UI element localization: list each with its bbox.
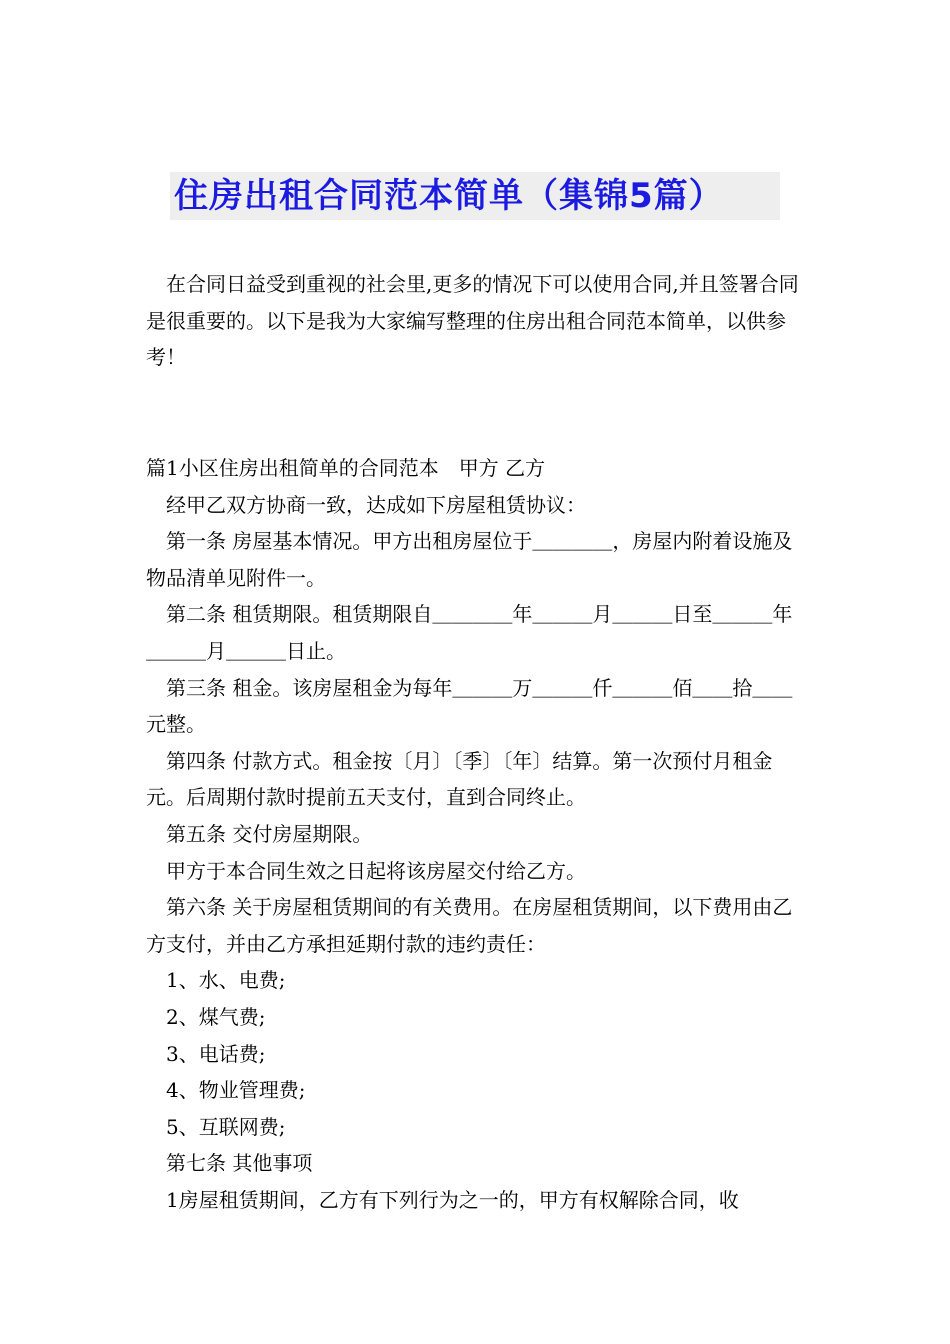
article-1: 第一条 房屋基本情况。甲方出租房屋位于＿＿＿＿，房屋内附着设施及物品清单见附件一。: [146, 529, 793, 590]
article-3: 第三条 租金。该房屋租金为每年＿＿＿万＿＿＿仟＿＿＿佰＿＿拾＿＿元整。: [146, 675, 793, 737]
article-4: 第四条 付款方式。租金按〔月〕〔季〕〔年〕结算。第一次预付月租金 元。后周期付款时提前五天支付，直到合同终止。: [146, 748, 773, 810]
fee-item: 5、互联网费;: [166, 1114, 286, 1139]
contract-body: [146, 450, 810, 1218]
agreement-line: 经甲乙双方协商一致，达成如下房屋租赁协议：: [166, 492, 586, 517]
article-6: 第六条 关于房屋租赁期间的有关费用。在房屋租赁期间，以下费用由乙方支付，并由乙方承担延期付款的违约责任：: [146, 895, 793, 956]
page-title: 住房出租合同范本简单（集锦5篇）: [174, 176, 724, 216]
article-7: 第七条 其他事项: [166, 1151, 313, 1176]
intro-paragraph: 在合同日益受到重视的社会里,更多的情况下可以使用合同,并且签署合同是很重要的。以下是我为大家编写整理的住房出租合同范本简单，以供参考！: [146, 272, 799, 370]
section-heading: 篇1小区住房出租简单的合同范本 甲方 乙方: [146, 456, 546, 480]
fee-item: 1、水、电费;: [166, 968, 286, 993]
article-5: 第五条 交付房屋期限。: [166, 821, 373, 846]
fee-item: 4、物业管理费;: [166, 1078, 306, 1103]
article-7-item-1: 1房屋租赁期间，乙方有下列行为之一的，甲方有权解除合同，收: [166, 1187, 739, 1212]
fee-item: 2、煤气费;: [166, 1004, 266, 1029]
fee-item: 3、电话费;: [166, 1041, 266, 1066]
article-5-text: 甲方于本合同生效之日起将该房屋交付给乙方。: [166, 858, 586, 883]
article-2: 第二条 租赁期限。租赁期限自＿＿＿＿年＿＿＿月＿＿＿日至＿＿＿年＿＿＿月＿＿＿日止。: [146, 602, 793, 663]
title-highlight: [170, 172, 780, 220]
